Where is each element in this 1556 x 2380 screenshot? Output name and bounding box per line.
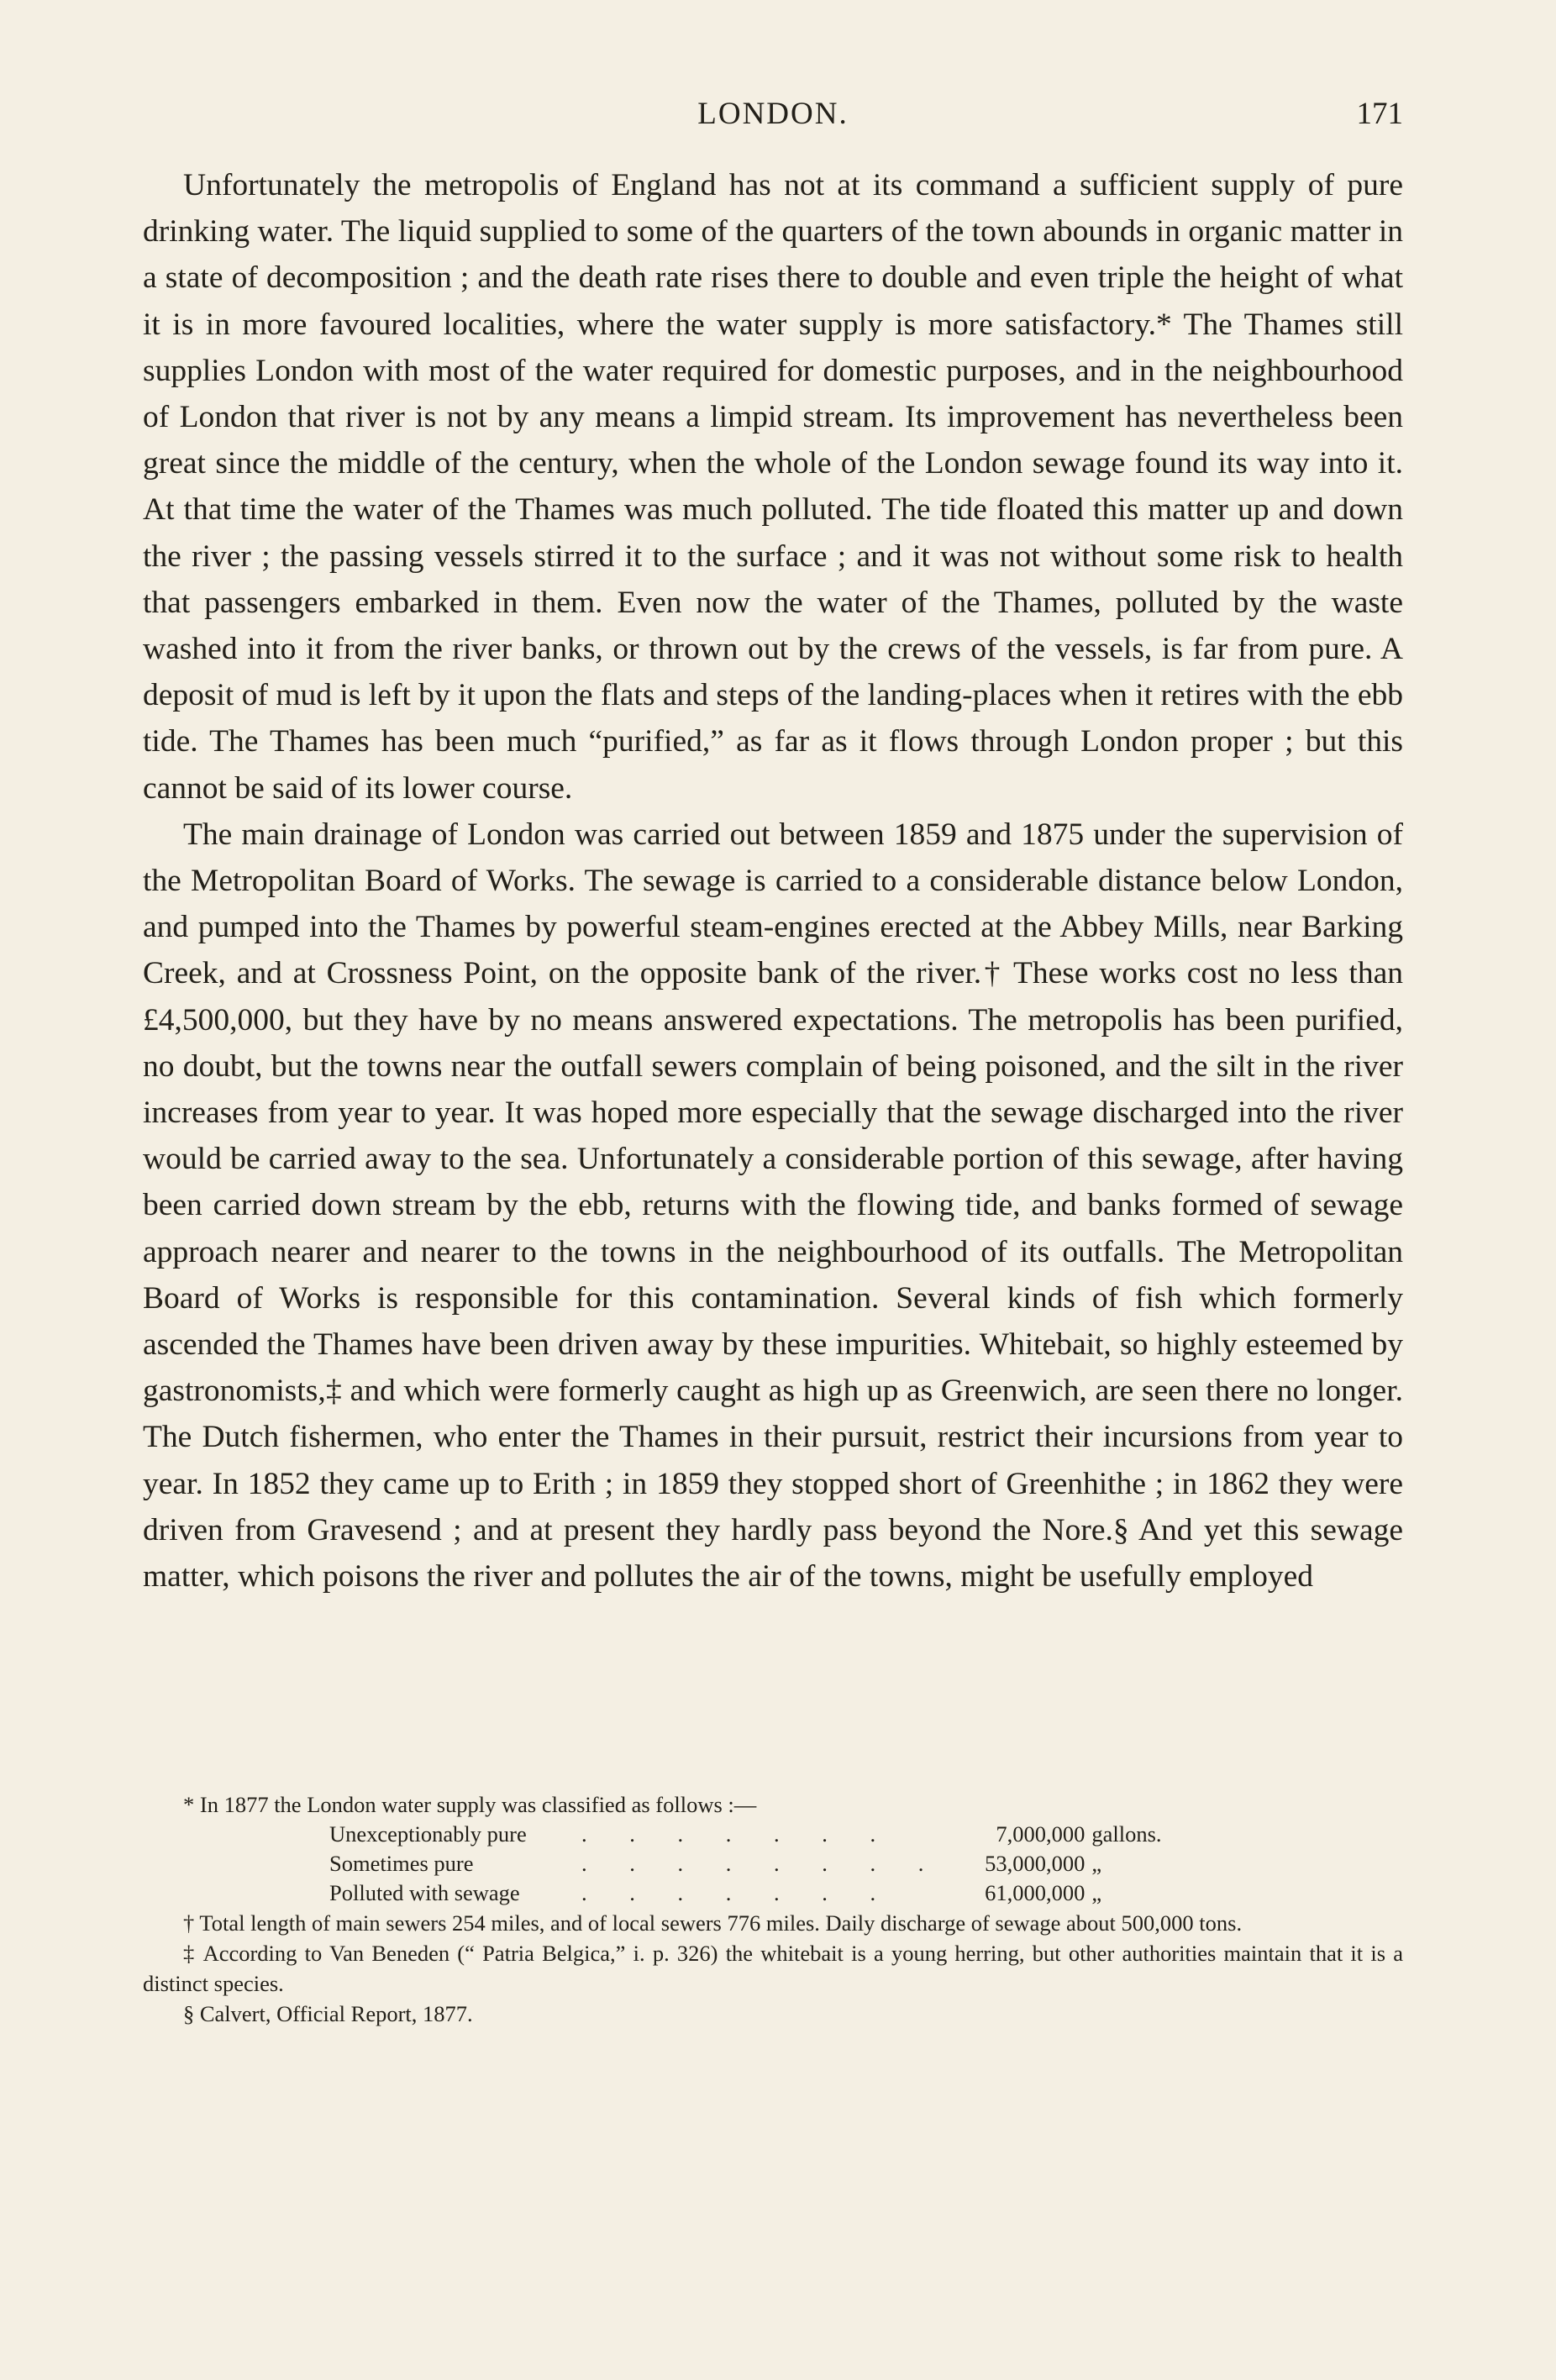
table-row: [143, 1820, 1162, 1849]
leader-dots: . . . . . . .: [581, 1880, 895, 1905]
row-amount: 61,000,000: [985, 1880, 1086, 1905]
footnote-calvert: § Calvert, Official Report, 1877.: [183, 2001, 473, 2026]
footnote-sewers: † Total length of main sewers 254 miles, and of local sewers 776 miles. Daily discharge of sewage about 500,000 tons.: [183, 1910, 1243, 1936]
footnotes: [143, 1789, 1403, 2029]
paragraph-main-drainage: The main drainage of London was carried out between 1859 and 1875 under the supervision of the Metropolitan Board of Works. The sewage is carried to a considerable distance below London, and pumped into the Thames by powerful steam-engines erected at the Abbey Mills, near Barking Creek, and at Crossness Point, on the opposite bank of the river.† These works cost no less than £4,500,000, but they have by no means answered expectations. The metropolis has been purified, no doubt, but the towns near the outfall sewers complain of being poisoned, and the silt in the river increases from year to year. It was hoped more especially that the sewage discharged into the river would be carried away to the sea. Unfortunately a considerable portion of this sewage, after having been carried down stream by the ebb, returns with the flowing tide, and banks formed of sewage approach nearer and nearer to the towns in the neighbourhood of its outfalls. The Metropolitan Board of Works is responsible for this contamination. Several kinds of fish which formerly ascended the Thames have been driven away by these impurities. Whitebait, so highly esteemed by gastronomists,‡ and which were formerly caught as high up as Greenwich, are seen there no longer. The Dutch fishermen, who enter the Thames in their pursuit, restrict their incursions from year to year. In 1852 they came up to Erith ; in 1859 they stopped short of Greenhithe ; in 1862 they were driven from Gravesend ; and at present they hardly pass beyond the Nore.§ And yet this sewage matter, which poisons the river and pollutes the air of the towns, might be usefully employed: [143, 817, 1403, 1595]
footnote-water-supply: * In 1877 the London water supply was classified as follows :—: [183, 1792, 757, 1817]
table-row: [143, 1878, 1162, 1908]
body-text: [143, 162, 1403, 1600]
leader-dots: . . . . . . . .: [581, 1851, 943, 1876]
running-title: LONDON.: [697, 97, 849, 131]
table-row: [143, 1849, 1162, 1878]
row-label: Polluted with sewage: [329, 1880, 520, 1905]
water-supply-table: [143, 1820, 1162, 1908]
row-amount: 53,000,000: [985, 1851, 1086, 1876]
row-unit: „: [1091, 1880, 1102, 1905]
paragraph-water-supply: Unfortunately the metropolis of England has not at its command a sufficient supply of pure drinking water. The liquid supplied to some of the quarters of the town abounds in organic matter in a state of decomposition ; and the death rate rises there to double and even triple the height of what it is in more favoured localities, where the water supply is more satisfactory.* The Thames still supplies London with most of the water required for domestic purposes, and in the neighbourhood of London that river is not by any means a limpid stream. Its improvement has nevertheless been great since the middle of the century, when the whole of the London sewage found its way into it. At that time the water of the Thames was much polluted. The tide floated this matter up and down the river ; the passing vessels stirred it to the surface ; and it was not without some risk to health that passengers embarked in them. Even now the water of the Thames, polluted by the waste washed into it from the river banks, or thrown out by the crews of the vessels, is far from pure. A deposit of mud is left by it upon the flats and steps of the landing-places when it retires with the ebb tide. The Thames has been much “purified,” as far as it flows through London proper ; but this cannot be said of its lower course.: [143, 168, 1403, 806]
row-amount: 7,000,000: [996, 1821, 1086, 1847]
footnote-whitebait: ‡ According to Van Beneden (“ Patria Belgica,” i. p. 326) the whitebait is a young herring, but other authorities maintain that it is a distinct species.: [143, 1941, 1403, 1996]
running-head: [143, 91, 1403, 141]
row-label: Unexceptionably pure: [329, 1821, 527, 1847]
row-label: Sometimes pure: [329, 1851, 474, 1876]
row-unit: „: [1091, 1851, 1102, 1876]
page-number: 171: [1356, 97, 1403, 131]
leader-dots: . . . . . . .: [581, 1821, 895, 1847]
row-unit: gallons.: [1091, 1821, 1162, 1847]
